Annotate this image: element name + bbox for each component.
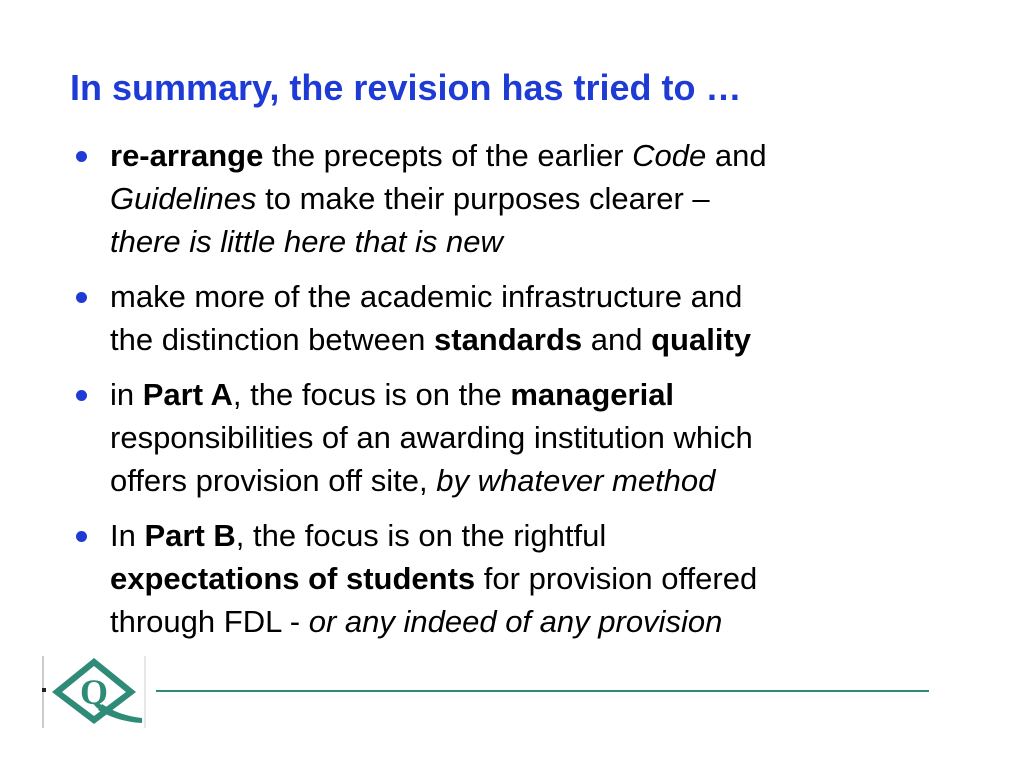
- bullet-item: [70, 373, 970, 502]
- bullet-line: [110, 373, 970, 416]
- bullet-dot-icon: [76, 531, 87, 542]
- bullet-line: [110, 600, 970, 643]
- bullet-item: [70, 514, 970, 643]
- bullet-line: [110, 134, 970, 177]
- text-run: or any indeed of any provision: [308, 604, 723, 639]
- logo-letter: Q: [79, 672, 109, 712]
- bullet-line: [110, 557, 970, 600]
- footer-rule: [156, 690, 929, 692]
- text-run: offers provision off site,: [110, 463, 437, 498]
- text-run: through FDL -: [110, 604, 309, 639]
- bullet-dot-icon: [76, 390, 87, 401]
- text-run: managerial: [510, 377, 675, 412]
- bullet-item: [70, 134, 970, 263]
- bullet-line: [110, 459, 970, 502]
- text-run: and: [706, 138, 767, 173]
- text-run: in: [110, 377, 143, 412]
- text-run: for provision offered: [475, 561, 758, 596]
- text-run: responsibilities of an awarding institution which: [110, 420, 753, 455]
- text-run: Code: [632, 138, 707, 173]
- bullet-item: [70, 275, 970, 361]
- text-run: there is little here that is new: [110, 224, 503, 259]
- text-run: by whatever method: [436, 463, 716, 498]
- bullet-line: [110, 220, 970, 263]
- text-run: Part A: [142, 377, 233, 412]
- text-run: standards: [434, 322, 583, 357]
- text-run: , the focus is on the rightful: [235, 518, 607, 553]
- text-run: Part B: [144, 518, 236, 553]
- text-run: , the focus is on the: [232, 377, 511, 412]
- text-run: and: [582, 322, 652, 357]
- text-run: re-arrange: [110, 138, 264, 173]
- bullet-dot-icon: [76, 151, 87, 162]
- bullet-line: [110, 416, 970, 459]
- text-run: quality: [651, 322, 752, 357]
- text-run: to make their purposes clearer –: [256, 181, 710, 216]
- bullet-line: [110, 318, 970, 361]
- bullet-line: [110, 177, 970, 220]
- text-run: make more of the academic infrastructure and: [110, 279, 743, 314]
- qaa-logo-graphic: [42, 656, 146, 728]
- bullet-dot-icon: [76, 292, 87, 303]
- qaa-logo: [42, 656, 146, 728]
- text-run: In: [110, 518, 145, 553]
- bullet-list: [70, 134, 970, 655]
- bullet-line: [110, 514, 970, 557]
- text-run: the distinction between: [110, 322, 434, 357]
- bullet-line: [110, 275, 970, 318]
- text-run: the precepts of the earlier: [263, 138, 633, 173]
- text-run: Guidelines: [110, 181, 257, 216]
- slide-title: In summary, the revision has tried to …: [70, 67, 742, 108]
- text-run: expectations of students: [110, 561, 476, 596]
